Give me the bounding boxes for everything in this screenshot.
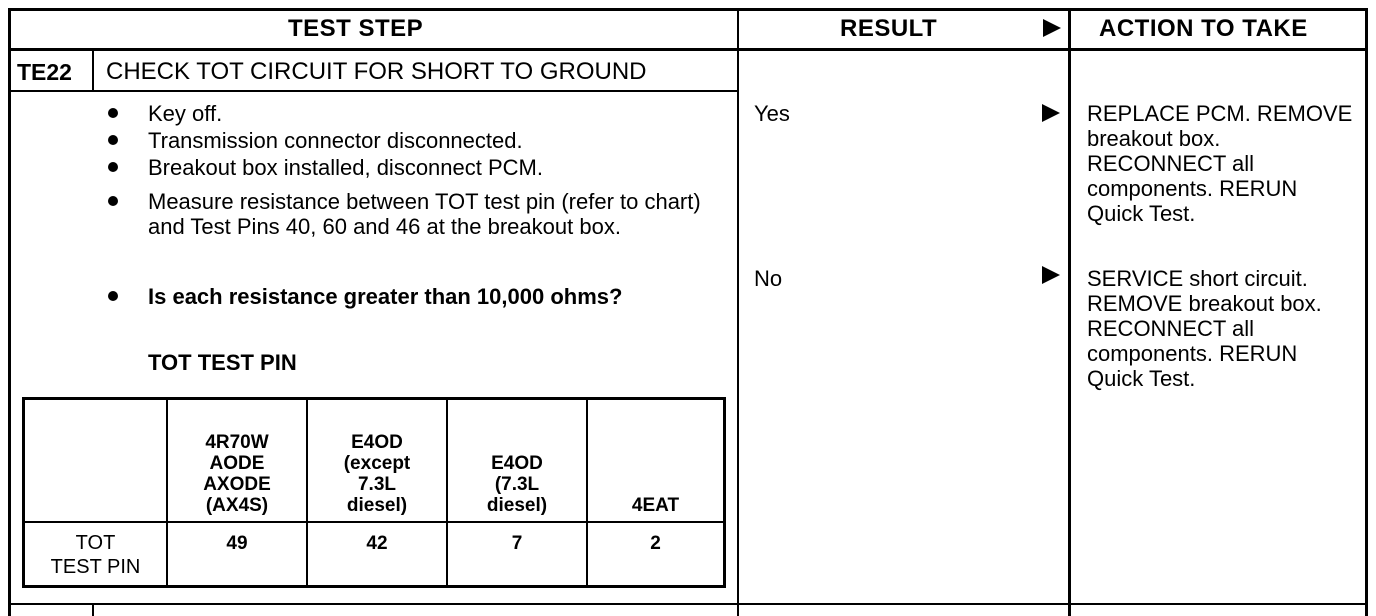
bullet-question: Is each resistance greater than 10,000 ohms? [148,284,623,309]
bullet-icon [108,135,118,145]
pin-row-label: TOT TEST PIN [50,532,141,578]
result-no: No [754,266,783,291]
bottom-stub [92,603,94,616]
bullet-icon [108,162,118,172]
right-border [1365,8,1368,616]
header-arrow-icon [1043,19,1061,37]
header-action: ACTION TO TAKE [1099,15,1308,42]
bullet-breakout: Breakout box installed, disconnect PCM. [148,155,543,180]
action-no: SERVICE short circuit. REMOVE breakout box. RECONNECT all components. RERUN Quick Test. [1087,266,1322,391]
header-bottom [8,48,1368,51]
bottom-border [8,603,1368,605]
step-title: CHECK TOT CIRCUIT FOR SHORT TO GROUND [106,58,647,85]
result-divider [737,8,739,616]
bullet-icon [108,291,118,301]
title-bottom [8,90,739,92]
result-yes: Yes [754,101,790,126]
header-result: RESULT [840,15,938,42]
pin-value: 7 [511,533,523,554]
header-test-step: TEST STEP [288,15,424,42]
action-divider [1068,8,1071,616]
pin-value: 2 [650,533,661,554]
step-id: TE22 [17,59,72,85]
id-divider [92,48,94,92]
pin-col-header: E4OD (7.3L diesel) [486,453,548,516]
bullet-measure: Measure resistance between TOT test pin (refer to chart) and Test Pins 40, 60 and 46 at the breakout box. [148,189,701,239]
pin-value: 49 [226,533,248,554]
left-border [8,8,11,616]
bullet-key-off: Key off. [148,101,223,126]
bullet-icon [108,108,118,118]
result-no-arrow-icon [1042,266,1060,284]
bullet-connector: Transmission connector disconnected. [148,128,523,153]
pin-table-row-divider [22,521,726,523]
chart-label: TOT TEST PIN [148,350,297,375]
bullet-icon [108,196,118,206]
pin-col-header: 4R70W AODE AXODE (AX4S) [203,432,271,516]
top-border [8,8,1368,11]
pin-col-header: E4OD (except 7.3L diesel) [343,432,411,516]
pin-col-header: 4EAT [631,495,680,516]
pin-value: 42 [366,533,388,554]
result-yes-arrow-icon [1042,104,1060,122]
action-yes: REPLACE PCM. REMOVE breakout box. RECONNECT all components. RERUN Quick Test. [1087,101,1353,226]
